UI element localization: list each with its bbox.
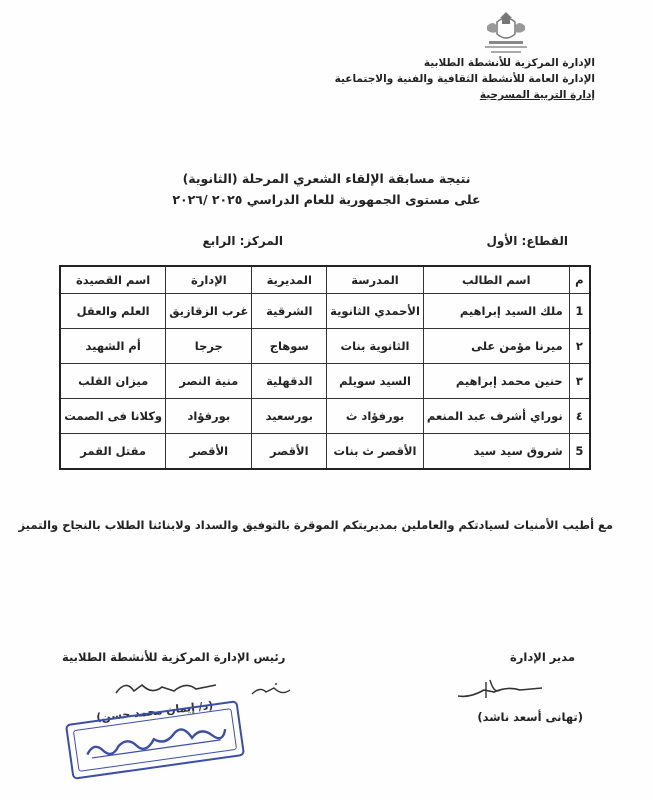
head-title: رئيس الإدارة المركزية للأنشطة الطلابية — [62, 650, 286, 664]
cell-school: الأحمدي الثانوية — [327, 294, 424, 329]
cell-student-name: نوراي أشرف عبد المنعم — [423, 399, 569, 434]
cell-directorate: سوهاج — [252, 329, 327, 364]
director-name: (تهانى أسعد ناشد) — [477, 710, 583, 724]
sector-label: القطاع: الأول — [486, 234, 568, 248]
cell-school: السيد سويلم — [327, 364, 424, 399]
document-subtitle: على مستوى الجمهورية للعام الدراسي ٢٠٢٥ /٢٠٢٦ — [172, 192, 481, 207]
header-directorate: المديرية — [252, 266, 327, 294]
table-row — [60, 364, 590, 399]
cell-student-name: حنين محمد إبراهيم — [423, 364, 569, 399]
table-row — [60, 329, 590, 364]
results-table — [59, 265, 591, 470]
table-header-row — [60, 266, 590, 294]
cell-poem-name: العلم والعقل — [60, 294, 166, 329]
header-number: م — [569, 266, 590, 294]
header-poem-name: اسم القصيدة — [60, 266, 166, 294]
table-row — [60, 294, 590, 329]
initials-signature-icon — [246, 678, 296, 702]
header-student-name: اسم الطالب — [423, 266, 569, 294]
cell-administration: غرب الزقازيق — [166, 294, 252, 329]
cell-administration: منية النصر — [166, 364, 252, 399]
cell-student-name: ملك السيد إبراهيم — [423, 294, 569, 329]
cell-student-name: ميرنا مؤمن على — [423, 329, 569, 364]
cell-poem-name: أم الشهيد — [60, 329, 166, 364]
official-stamp — [65, 700, 245, 780]
cell-directorate: الدقهلية — [252, 364, 327, 399]
head-signature-icon — [112, 675, 232, 703]
cell-school: بورفؤاد ث — [327, 399, 424, 434]
table-row — [60, 399, 590, 434]
cell-number: ٤ — [569, 399, 590, 434]
cell-directorate: الأقصر — [252, 434, 327, 470]
header-school: المدرسة — [327, 266, 424, 294]
cell-student-name: شروق سيد سيد — [423, 434, 569, 470]
closing-wishes: مع أطيب الأمنيات لسيادتكم والعاملين بمديريتكم الموقرة بالتوفيق والسداد ولابنائنا الطلاب بالنجاح والتميز — [18, 518, 613, 532]
stamp-lettering-icon — [79, 715, 232, 766]
cell-number: 1 — [569, 294, 590, 329]
header-line-1: الإدارة المركزية للأنشطة الطلابية — [423, 57, 595, 69]
cell-poem-name: مقتل القمر — [60, 434, 166, 470]
cell-number: ٢ — [569, 329, 590, 364]
header-administration: الإدارة — [166, 266, 252, 294]
table-row — [60, 434, 590, 470]
cell-administration: بورفؤاد — [166, 399, 252, 434]
ministry-emblem-icon — [475, 8, 537, 58]
cell-number: ٣ — [569, 364, 590, 399]
cell-directorate: بورسعيد — [252, 399, 327, 434]
cell-school: الثانوية بنات — [327, 329, 424, 364]
header-line-2: الإدارة العامة للأنشطة الثقافية والفنية والاجتماعية — [334, 73, 595, 85]
header-line-3: إدارة التربية المسرحية — [479, 89, 595, 101]
cell-administration: الأقصر — [166, 434, 252, 470]
cell-administration: جرجا — [166, 329, 252, 364]
director-title: مدير الإدارة — [510, 650, 575, 664]
rank-label: المركز: الرابع — [202, 234, 283, 248]
cell-directorate: الشرقية — [252, 294, 327, 329]
cell-number: 5 — [569, 434, 590, 470]
cell-poem-name: وكلانا فى الصمت — [60, 399, 166, 434]
director-signature-icon — [450, 668, 550, 708]
document-title: نتيجة مسابقة الإلقاء الشعري المرحلة (الثانوية) — [182, 171, 471, 186]
cell-school: الأقصر ث بنات — [327, 434, 424, 470]
cell-poem-name: ميزان القلب — [60, 364, 166, 399]
head-name: (د/ إيمان محمد حسن) — [95, 698, 214, 725]
